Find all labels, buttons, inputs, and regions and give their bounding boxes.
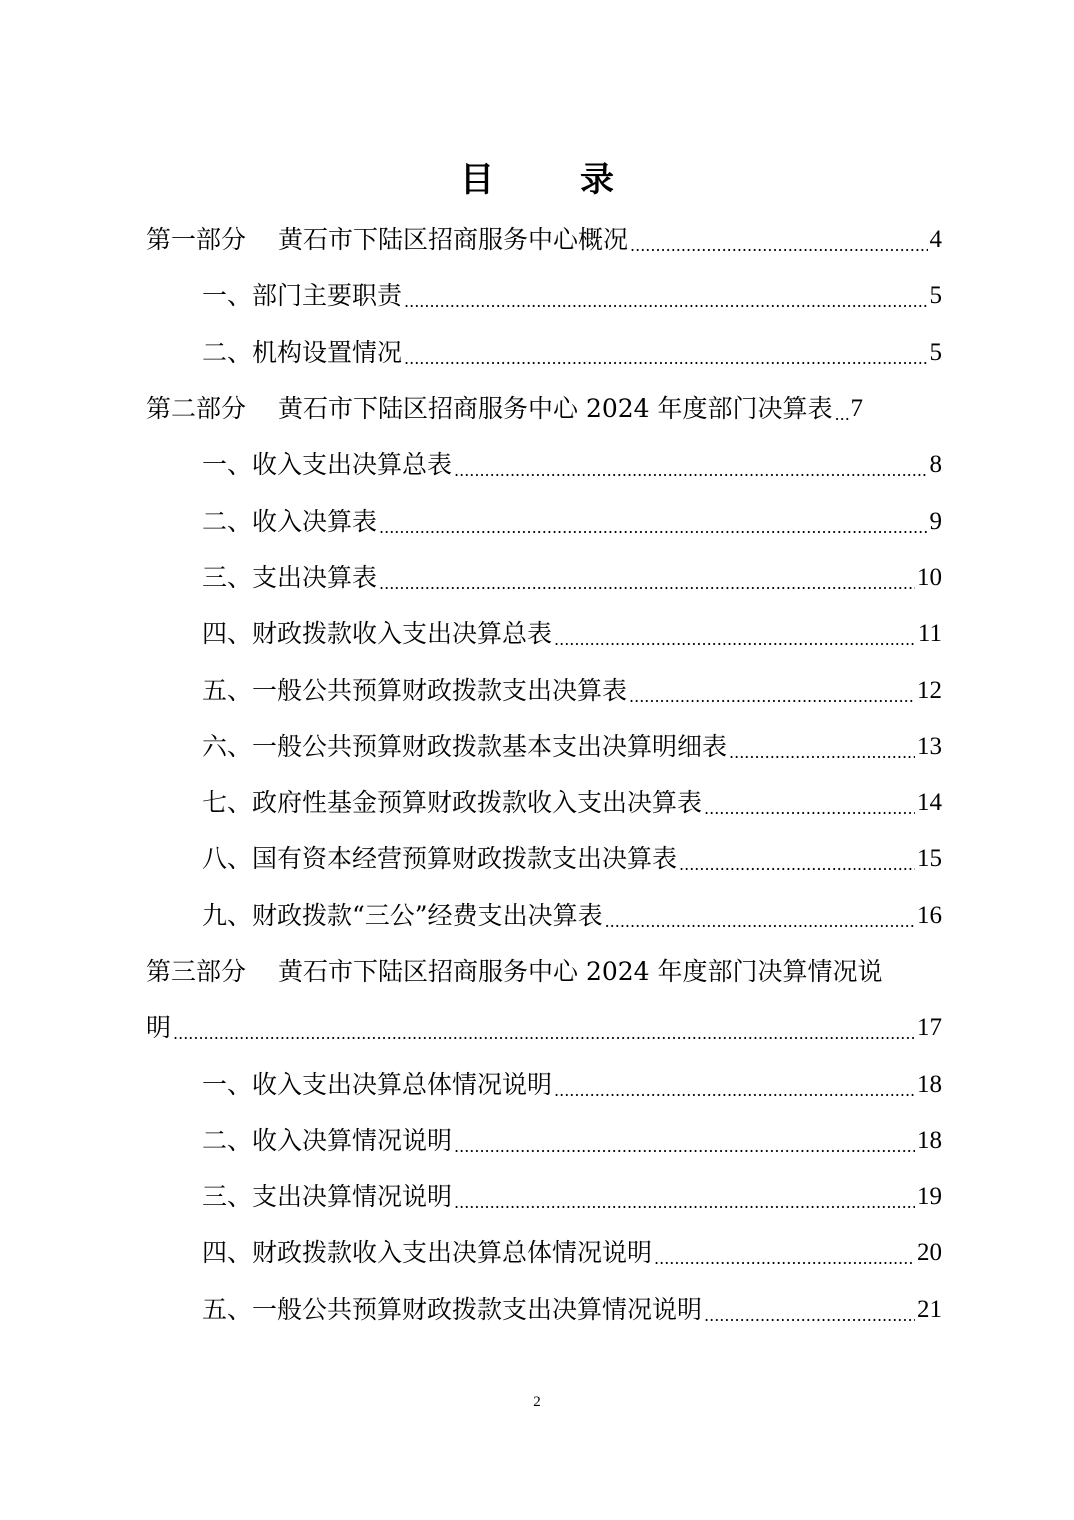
toc-leader-dots	[454, 437, 927, 493]
toc-entry-label: 三、支出决算情况说明	[202, 1182, 453, 1212]
toc-page-number: 14	[917, 789, 942, 817]
toc-entry-label: 第三部分 黄石市下陆区招商服务中心 2024 年度部门决算情况说	[146, 957, 883, 986]
toc-entry-label-continuation: 明	[146, 1013, 172, 1043]
toc-leader-dots	[704, 775, 915, 831]
toc-entry-part-3[interactable]	[146, 944, 942, 1000]
toc-leader-dots	[835, 381, 849, 437]
toc-entry-part-2[interactable]	[146, 381, 942, 437]
toc-entry[interactable]	[146, 437, 942, 493]
toc-leader-dots	[379, 550, 915, 606]
toc-entry[interactable]	[146, 325, 942, 381]
toc-entry[interactable]	[146, 1282, 942, 1338]
toc-page-number: 21	[917, 1295, 942, 1323]
toc-entry[interactable]	[146, 719, 942, 775]
toc-entry-label: 三、支出决算表	[202, 562, 378, 592]
toc-leader-dots	[629, 663, 915, 719]
toc-leader-dots	[679, 831, 915, 887]
toc-entry-part-1[interactable]	[146, 212, 942, 268]
toc-entry-label: 六、一般公共预算财政拨款基本支出决算明细表	[202, 731, 728, 761]
toc-entry[interactable]	[146, 831, 942, 887]
toc-entry-label: 二、收入决算情况说明	[202, 1125, 453, 1155]
toc-entry[interactable]	[146, 1225, 942, 1281]
toc-entry[interactable]	[146, 1169, 942, 1225]
toc-entry-label: 七、政府性基金预算财政拨款收入支出决算表	[202, 788, 703, 818]
toc-page-number: 8	[929, 451, 942, 479]
toc-entry-label: 八、国有资本经营预算财政拨款支出决算表	[202, 844, 678, 874]
toc-entry-label: 四、财政拨款收入支出决算总表	[202, 619, 553, 649]
toc-page-number: 5	[929, 338, 942, 366]
toc-leader-dots	[454, 1169, 915, 1225]
toc-page-number: 19	[917, 1183, 942, 1211]
toc-leader-dots	[404, 325, 927, 381]
toc-entry[interactable]	[146, 888, 942, 944]
toc-entry-label: 一、部门主要职责	[202, 281, 403, 311]
toc-page-number: 16	[917, 901, 942, 929]
toc-page-number: 4	[929, 226, 942, 254]
toc-entry-label: 二、机构设置情况	[202, 337, 403, 367]
toc-entry[interactable]	[146, 662, 942, 718]
toc-page-number: 18	[917, 1126, 942, 1154]
toc-entry[interactable]	[146, 1113, 942, 1169]
toc-leader-dots	[173, 1000, 915, 1056]
toc-leader-dots	[630, 212, 927, 268]
toc-leader-dots	[605, 888, 915, 944]
toc-entry-part-3-continuation[interactable]	[146, 1000, 942, 1056]
toc-page-number: 15	[917, 845, 942, 873]
toc-entry-label: 九、财政拨款“三公”经费支出决算表	[202, 900, 603, 930]
toc-entry-label: 一、收入支出决算总体情况说明	[202, 1069, 553, 1099]
toc-leader-dots	[554, 606, 916, 662]
toc-entry-label: 第一部分 黄石市下陆区招商服务中心概况	[146, 225, 629, 255]
toc-leader-dots	[654, 1225, 915, 1281]
toc-entry-label: 二、收入决算表	[202, 506, 378, 536]
toc-entry[interactable]	[146, 775, 942, 831]
toc-entry[interactable]	[146, 493, 942, 549]
toc-page-number: 20	[917, 1239, 942, 1267]
toc-entry-label: 五、一般公共预算财政拨款支出决算表	[202, 675, 628, 705]
toc-leader-dots	[729, 719, 915, 775]
toc-entry[interactable]	[146, 606, 942, 662]
toc-page-number: 12	[917, 676, 942, 704]
table-of-contents	[146, 212, 942, 1338]
toc-leader-dots	[554, 1057, 915, 1113]
toc-entry[interactable]	[146, 550, 942, 606]
toc-page-number: 17	[917, 1014, 942, 1042]
toc-entry-label: 五、一般公共预算财政拨款支出决算情况说明	[202, 1294, 703, 1324]
toc-page-number: 18	[917, 1070, 942, 1098]
toc-page-number: 11	[917, 620, 942, 648]
toc-page-number: 7	[850, 395, 864, 423]
toc-entry[interactable]	[146, 1056, 942, 1112]
toc-leader-dots	[454, 1113, 915, 1169]
toc-page-number: 13	[917, 732, 942, 760]
toc-title: 目 录	[460, 160, 640, 200]
toc-page-number: 5	[929, 282, 942, 310]
toc-entry-label: 四、财政拨款收入支出决算总体情况说明	[202, 1238, 653, 1268]
page-number: 2	[533, 1394, 541, 1410]
toc-page-number: 9	[929, 507, 942, 535]
toc-leader-dots	[379, 494, 927, 550]
toc-leader-dots	[704, 1282, 915, 1338]
toc-page-number: 10	[917, 563, 942, 591]
toc-leader-dots	[404, 268, 927, 324]
toc-entry-label: 第二部分 黄石市下陆区招商服务中心 2024 年度部门决算表	[146, 394, 833, 424]
toc-entry-label: 一、收入支出决算总表	[202, 450, 453, 480]
toc-entry[interactable]	[146, 268, 942, 324]
